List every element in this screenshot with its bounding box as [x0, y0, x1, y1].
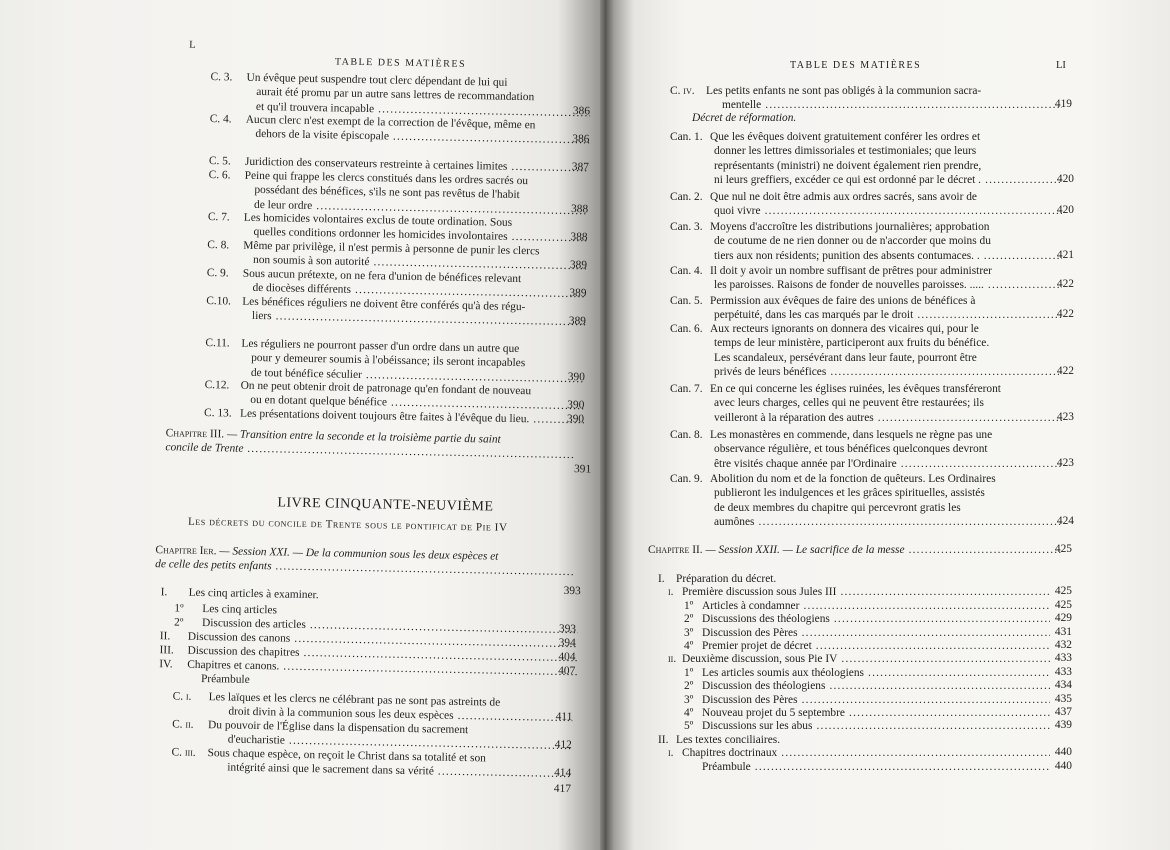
left-entry-line: Juridiction des conservateurs restreinte à certaines limites [244, 155, 508, 173]
left-c-entry-line: Du pouvoir de l'Église dans la dispensation du sacrement [208, 719, 469, 737]
left-entry-label: C. 5. [208, 155, 231, 168]
left-entry-line: liers [251, 310, 272, 323]
right-outline-label: 3º [684, 693, 694, 706]
can-entry [670, 264, 1062, 293]
left-entry-line: On ne peut obtenir droit de patronage qu'en fondant de nouveau [240, 379, 532, 398]
can-entry-page: 422 [1056, 278, 1074, 291]
right-outline-label: ii. [668, 653, 677, 666]
can-entry-line: avec leurs charges, celles qui ne peuvent être restaurées; ils [714, 397, 984, 410]
left-outline-text: Discussion des articles [201, 616, 306, 631]
chapter-2-page: 425 [1054, 543, 1072, 555]
can-entry-line: Permission aux évêques de faire des unions de bénéfices à [710, 295, 976, 307]
left-entry-page: 389 [569, 286, 587, 300]
right-outline-text: Préparation du décret. [676, 573, 777, 585]
right-outline-label: i. [668, 747, 674, 760]
left-entry-page: 388 [570, 203, 589, 216]
can-entry [670, 472, 1062, 530]
right-page [606, 0, 1170, 850]
right-outline-label: 2º [684, 613, 694, 626]
right-outline-row [684, 760, 1050, 774]
chapter-3-entry [165, 426, 575, 463]
can-entry-line: En ce qui concerne les églises ruinées, les évêques transféreront [710, 383, 1001, 395]
left-entry-line: Même par privilège, il n'est permis à personne de punir les clercs [243, 239, 540, 258]
left-entry-label: C.10. [206, 295, 232, 308]
left-entry-line: dehors de la visite épiscopale [255, 128, 390, 143]
c-iv-line: Les petits enfants ne sont pas obligés à la communion sacra- [706, 85, 982, 97]
left-outline-page: 404 [558, 650, 576, 664]
chapter-1-page: 393 [563, 584, 581, 598]
can-entry-line: perpétuité, dans les cas marqués par le droit [714, 309, 914, 322]
chapter-3-page: 391 [573, 463, 592, 476]
right-outline-row [684, 612, 1050, 626]
left-entry-label: C. 4. [209, 113, 232, 126]
can-entry [670, 382, 1062, 425]
right-outline-text: Premier projet de décret [702, 640, 812, 652]
can-entry-line: temps de leur ministère, participeront aux fruits du bénéfice. [714, 337, 990, 350]
can-entry-line: représentants (ministri) ne doivent également rien prendre, [714, 159, 982, 172]
chapter-1-head: Chapitre Ier. [155, 544, 217, 558]
left-entry-page: 388 [570, 230, 588, 244]
right-outline-row [684, 693, 1050, 707]
can-entry-line: publieront les indulgences et les grâces spirituelles, assistés [714, 487, 985, 500]
right-outline-label: 1º [684, 666, 694, 679]
right-outline-page: 431 [1054, 625, 1072, 638]
right-outline-row [658, 733, 1050, 747]
can-entry [670, 294, 1062, 323]
right-outline-page: 439 [1054, 719, 1072, 732]
left-outline-text: Discussion des canons [187, 630, 291, 645]
c-iv-label: C. iv. [670, 85, 695, 97]
left-entry-page: 390 [567, 370, 585, 384]
left-c-entry-page: 412 [554, 738, 572, 752]
can-entry-line: Il doit y avoir un nombre suffisant de prêtres pour administrer [710, 265, 992, 277]
left-c-entry-page: 417 [553, 782, 572, 796]
right-outline-row [684, 639, 1050, 653]
can-entry [670, 220, 1062, 263]
can-entry-page: 422 [1056, 308, 1074, 321]
right-outline-text: Discussion des théologiens [702, 680, 826, 693]
left-c-entry-line: Sous chaque espèce, on reçoit le Christ dans sa totalité et son [207, 747, 487, 765]
left-outline-page: 394 [558, 636, 576, 650]
can-entry-page: 420 [1056, 173, 1074, 186]
left-c-entry-page: 411 [555, 710, 573, 724]
left-entry-line: non soumis à son autorité [252, 254, 370, 269]
left-entry-line: Les réguliers ne pourront passer d'un ordre dans un autre que [241, 337, 520, 356]
right-outline-text: Articles à condamner [702, 599, 800, 612]
left-entry-line: ou en dotant quelque bénéfice [250, 394, 388, 409]
left-entry-line: et qu'il trouvera incapable [255, 100, 375, 116]
left-entry-line: de tout bénéfice séculier [250, 366, 363, 381]
left-entry-line: Aucun clerc n'est exempt de la correction de l'évêque, même en [245, 113, 536, 132]
left-c-entry-page: 414 [554, 766, 572, 780]
chapter-2-head: Chapitre II. [648, 544, 703, 556]
left-outline-text: Discussion des chapitres [187, 644, 300, 659]
right-outline-text: Les textes conciliaires. [676, 733, 781, 746]
right-outline-label: I. [658, 573, 665, 585]
chapter-1-text-1: — Session XXI. — De la communion sous les deux espèces et [219, 545, 499, 563]
can-entry-line: observance régulière, et tous bénéfices quelconques devront [714, 443, 988, 456]
left-running-head: TABLE DES MATIÈRES [334, 56, 467, 70]
left-c-entry-label: C. ii. [172, 718, 194, 731]
can-entry-line: Abolition du nom et de la fonction de quêteurs. Les Ordinaires [710, 473, 996, 485]
left-outline-label: 1º [174, 602, 184, 615]
left-entry-page: 390 [567, 398, 585, 412]
chapter-3-text-2: concile de Trente ..... [165, 441, 575, 463]
right-outline-page: 425 [1054, 585, 1072, 598]
left-entry-page: 386 [572, 105, 591, 118]
decret-heading: Décret de réformation. [692, 112, 797, 124]
right-outline-text: Discussions des théologiens [702, 613, 830, 626]
left-entry [206, 294, 586, 330]
left-entry-label: C. 3. [210, 71, 233, 84]
left-outline-text: Les cinq articles à examiner. [188, 586, 319, 602]
left-folio: L [189, 39, 196, 51]
left-outline-page: 407 [558, 664, 576, 678]
right-outline-label: 5º [684, 720, 694, 733]
left-outline-label: I. [160, 586, 168, 599]
can-entry-line: Que les évêques doivent gratuitement conférer les ordres et [710, 131, 981, 143]
livre-title: LIVRE CINQUANTE-NEUVIÈME [277, 495, 494, 515]
right-outline-label: II. [658, 733, 669, 746]
can-entry-page: 423 [1056, 456, 1074, 469]
left-entry-label: C.12. [204, 379, 230, 392]
chapter-2-text: — Session XXII. — Le sacrifice de la messe [705, 544, 905, 556]
can-entry-line: Aux recteurs ignorants on donnera des vicaires qui, pour le [710, 323, 979, 335]
left-outline-label: II. [159, 630, 171, 643]
chapter-1-text-2: de celle des petits enfants ..... [155, 557, 575, 579]
right-outline-text: Nouveau projet du 5 septembre [702, 707, 845, 719]
left-entry-page: 389 [569, 258, 588, 272]
left-outline-label: IV. [159, 658, 173, 671]
left-outline-label: III. [159, 644, 174, 657]
right-outline-row [684, 719, 1050, 733]
chapter-3-head: Chapitre III. [165, 427, 225, 441]
right-outline-page: 433 [1054, 652, 1072, 665]
right-outline-label: 4º [684, 707, 694, 719]
right-outline-text: Deuxième discussion, sous Pie IV [682, 653, 838, 666]
right-outline-page: 433 [1054, 665, 1072, 678]
left-entry-line: Les homicides volontaires exclus de toute ordination. Sous [243, 211, 513, 229]
left-entry-line: quelles conditions ordonner les homicides involontaires [253, 226, 508, 244]
right-outline-page: 440 [1054, 746, 1072, 759]
right-running-head: TABLE DES MATIÈRES [790, 60, 922, 71]
left-entry-label: C. 13. [203, 406, 232, 420]
can-entry-line: être visités chaque année par l'Ordinaire [714, 457, 897, 470]
right-outline-label: 4º [684, 640, 694, 652]
c-iv-line: mentelle [722, 99, 762, 112]
can-entry-line: Moyens d'accroître les distributions journalières; approbation [710, 221, 990, 233]
left-entry-line: aurait été promu par un autre sans lettres de recommandation [256, 86, 535, 104]
can-entry-page: 422 [1056, 365, 1074, 378]
c-iv [670, 84, 1062, 113]
right-outline-page: 425 [1054, 598, 1072, 611]
right-outline-label: 2º [684, 680, 694, 693]
right-outline-page: 435 [1054, 692, 1072, 705]
left-entry-line: Peine qui frappe les clercs constitués dans les ordres sacrés ou [244, 169, 529, 188]
left-entry-line: de diocèses différents [252, 282, 352, 297]
left-c-entry-label: C. iii. [171, 746, 196, 759]
left-outline-text: Préambule [200, 672, 250, 686]
left-entry-label: C. 6. [208, 169, 231, 182]
right-outline-page: 432 [1054, 639, 1072, 651]
right-outline-text: Discussions sur les abus [702, 720, 813, 733]
can-entry-label: Can. 4. [670, 265, 703, 277]
can-entry-label: Can. 6. [670, 323, 703, 335]
can-entry-line: Les scandaleux, persévérant dans leur faute, pourront être [714, 351, 977, 364]
chapter-1-entry [155, 543, 575, 580]
left-entry-line: possédant des bénéfices, s'ils ne sont pas revêtus de l'habit [254, 184, 520, 202]
left-entry-line: de leur ordre [254, 198, 313, 212]
can-entry-label: Can. 5. [670, 295, 703, 307]
left-entry [209, 112, 589, 148]
right-outline-row [684, 626, 1050, 640]
can-entry-line: veilleront à la réparation des autres [714, 411, 874, 424]
can-entry [670, 322, 1062, 380]
can-entry-label: Can. 8. [670, 429, 703, 441]
right-outline-text: Première discussion sous Jules III [682, 586, 837, 599]
left-entry-line: Les présentations doivent toujours être faites à l'évêque du lieu. [239, 407, 530, 426]
left-c-entry-line: Les laïques et les clercs ne célébrant pas ne sont pas astreints de [208, 691, 501, 709]
can-entry-line: Les monastères en commende, dans lesquels ne règne pas une [710, 429, 993, 441]
right-outline-row [668, 652, 1050, 666]
left-entry-page: 386 [572, 133, 590, 146]
right-outline-row [668, 746, 1050, 760]
can-entry-page: 421 [1056, 248, 1074, 261]
can-entry-page: 424 [1056, 515, 1074, 528]
left-entry-page: 387 [571, 161, 590, 174]
right-outline-row [684, 679, 1050, 693]
can-entry [670, 190, 1062, 219]
can-entry-label: Can. 7. [670, 383, 703, 395]
can-entry [670, 130, 1062, 188]
left-entry-page: 389 [568, 314, 587, 328]
left-outline-text: Chapitres et canons. [187, 658, 280, 673]
right-page-content [606, 0, 1170, 850]
can-entry-line: aumônes [714, 516, 755, 529]
can-entry [670, 428, 1062, 471]
can-entry-line: donner les lettres dimissoriales et testimoniales; que leurs [714, 145, 977, 158]
c-iv-page: 419 [1054, 98, 1072, 110]
left-entry-label: C. 7. [207, 211, 230, 224]
right-outline-page: 440 [1054, 759, 1072, 772]
left-outline-page: 393 [558, 622, 577, 636]
left-entry-line: Les bénéfices réguliers ne doivent être conférés qu'à des régu- [242, 295, 526, 314]
right-outline-row [658, 572, 1050, 586]
can-entry-label: Can. 1. [670, 131, 703, 143]
right-outline-text: Discussion des Pères [702, 693, 798, 706]
left-c-entry-line: droit divin à la communion sous les deux espèces [228, 705, 454, 723]
left-entry-label: C. 9. [206, 267, 229, 280]
right-outline-label: i. [668, 586, 674, 599]
right-outline-text: Préambule [702, 760, 751, 773]
can-entry-page: 420 [1056, 204, 1074, 217]
can-entry-line: de deux membres du chapitre qui percevront gratis les [714, 501, 961, 514]
right-outline-text: Chapitres doctrinaux [682, 747, 778, 760]
can-entry-line: privés de leurs bénéfices [714, 366, 827, 379]
left-c-entry-label: C. i. [172, 690, 192, 703]
left-entry-label: C.11. [205, 337, 230, 350]
right-outline-page: 434 [1054, 679, 1072, 692]
chapter-3-text-1: — Transition entre la seconde et la troisième partie du saint [226, 428, 501, 446]
left-entry-page: 390 [566, 412, 585, 426]
can-entry-line: Que nul ne doit être admis aux ordres sacrés, sans avoir de [710, 191, 977, 203]
left-entry-line: Un évêque peut suspendre tout clerc dépendant de lui qui [246, 71, 508, 89]
can-entry-page: 423 [1056, 410, 1074, 423]
can-entry-line: ni leurs greffiers, excéder ce qui est ordonné par le décret . [714, 174, 982, 187]
left-outline-label: 2º [173, 616, 184, 629]
right-outline-row [684, 706, 1050, 720]
can-entry-label: Can. 9. [670, 473, 703, 485]
right-outline-label: 3º [684, 626, 694, 639]
can-entry-label: Can. 3. [670, 221, 703, 233]
can-entry-line: tiers aux non résidents; punition des absents contumaces. . [714, 249, 980, 262]
can-entry-line: de coutume de ne rien donner ou de n'accorder que moins du [714, 235, 991, 248]
right-outline-row [684, 666, 1050, 680]
right-outline-page: 429 [1054, 612, 1072, 625]
right-outline-label: 1º [684, 599, 694, 612]
left-outline-label [173, 681, 201, 682]
right-outline-row [668, 585, 1050, 599]
chapter-2-entry [648, 543, 1062, 557]
left-c-entry-line: d'eucharistie [227, 733, 286, 748]
right-folio: LI [1056, 60, 1066, 71]
can-entry-line: les paroisses. Raisons de fonder de nouvelles paroisses. ..... [714, 279, 984, 292]
left-entry-line: pour y demeurer soumis à l'obéissance; ils seront incapables [251, 352, 526, 370]
right-outline-text: Discussion des Pères [702, 626, 798, 639]
can-entry-line: quoi vivre [714, 205, 761, 218]
right-outline-page: 437 [1054, 706, 1072, 718]
right-outline-text: Les articles soumis aux théologiens [702, 666, 864, 679]
left-entry-label: C. 8. [207, 239, 230, 252]
can-entry-label: Can. 2. [670, 191, 703, 203]
left-c-entry-line: intégrité ainsi que le sacrement dans sa vérité [227, 761, 434, 778]
livre-subtitle: Les décrets du concile de Trente sous le pontificat de Pie IV [187, 515, 508, 534]
left-outline-text: Les cinq articles [202, 602, 278, 617]
left-entry-line: Sous aucun prétexte, on ne fera d'union de bénéfices relevant [242, 267, 522, 286]
right-outline-row [684, 599, 1050, 613]
